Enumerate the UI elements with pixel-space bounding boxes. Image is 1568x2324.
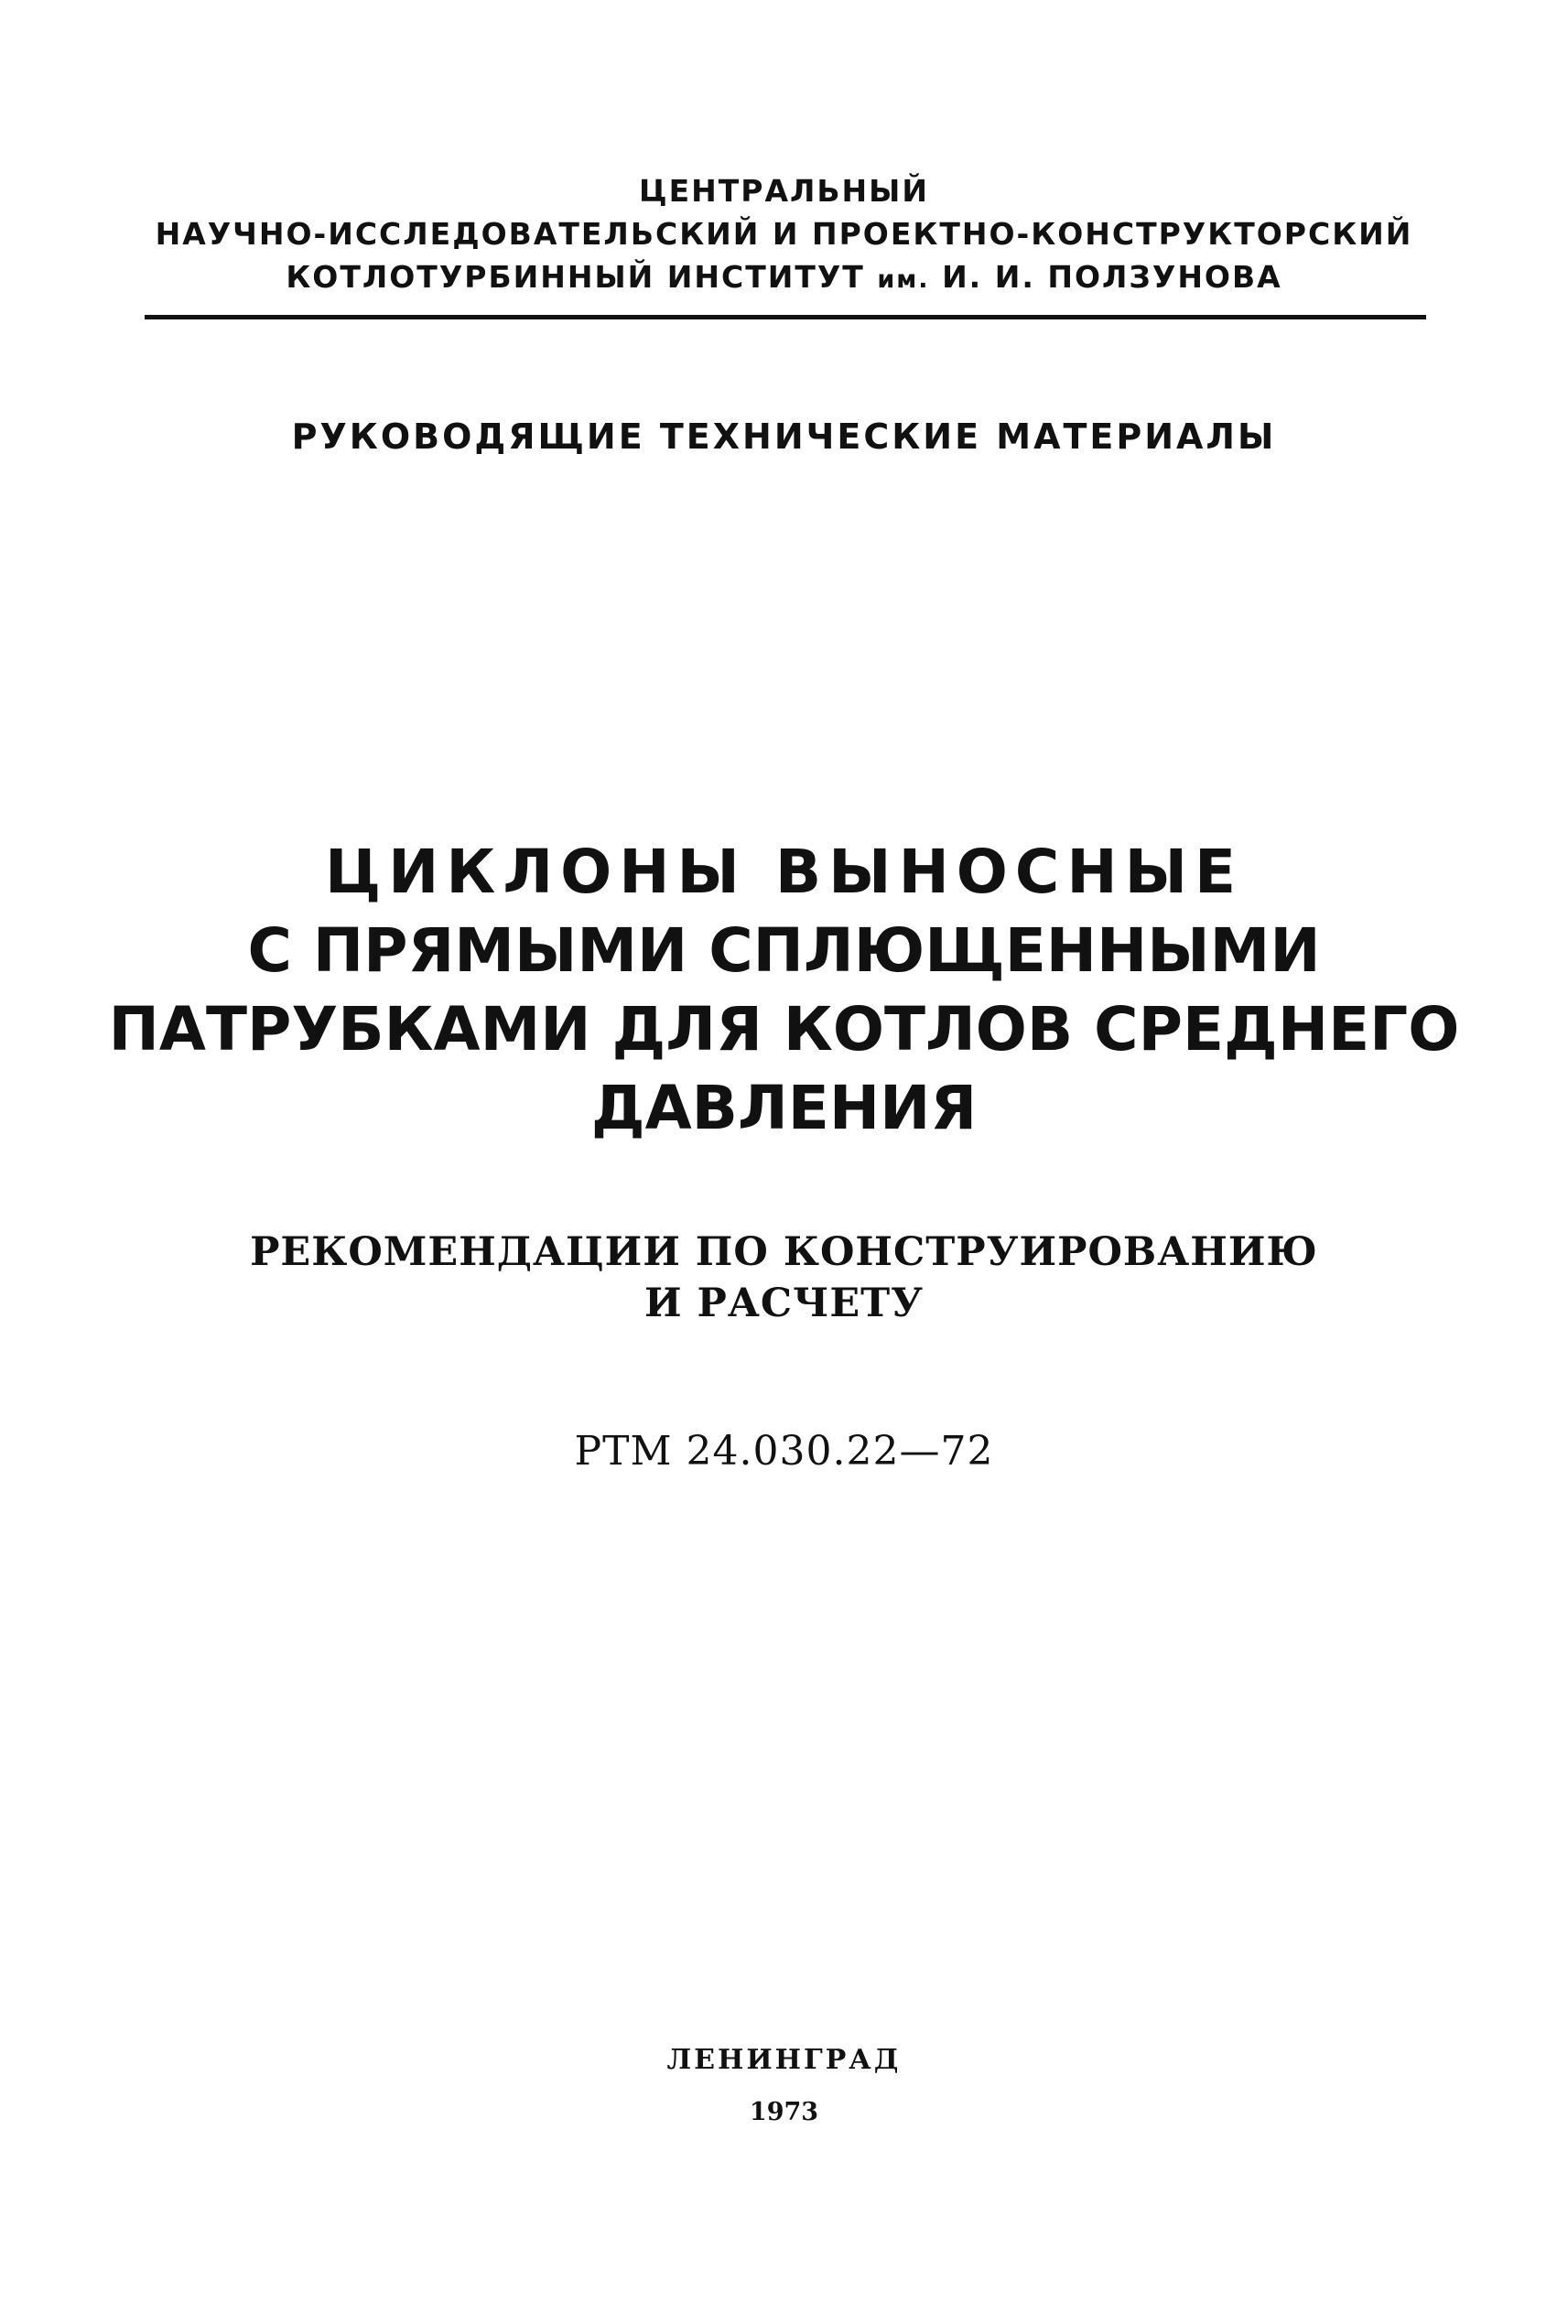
title-line-4: ДАВЛЕНИЯ bbox=[590, 1073, 978, 1143]
imprint-city: ЛЕНИНГРАД bbox=[666, 2044, 902, 2076]
title-line-1: ЦИКЛОНЫ ВЫНОСНЫЕ bbox=[324, 837, 1244, 907]
document-title bbox=[0, 833, 1568, 1148]
subtitle-line-1: РЕКОМЕНДАЦИИ ПО КОНСТРУИРОВАНИЮ bbox=[250, 1229, 1318, 1275]
institute-line-3-start: КОТЛОТУРБИННЫЙ ИНСТИТУТ bbox=[286, 259, 865, 295]
institute-line-2: НАУЧНО-ИССЛЕДОВАТЕЛЬСКИЙ И ПРОЕКТНО-КОНСТРУКТОРСКИЙ bbox=[155, 216, 1413, 252]
institute-line-1: ЦЕНТРАЛЬНЫЙ bbox=[638, 173, 929, 209]
series-title: РУКОВОДЯЩИЕ ТЕХНИЧЕСКИЕ МАТЕРИАЛЫ bbox=[291, 416, 1277, 457]
institute-line-3 bbox=[0, 255, 1568, 301]
institute-line-3-abbrev: им. bbox=[877, 265, 930, 294]
document-designation: РТМ 24.030.22—72 bbox=[574, 1428, 994, 1475]
subtitle-line-2: И РАСЧЕТУ bbox=[643, 1281, 925, 1326]
institute-header bbox=[0, 169, 1568, 301]
imprint-year: 1973 bbox=[749, 2098, 819, 2126]
institute-line-3-end: И. И. ПОЛЗУНОВА bbox=[942, 259, 1282, 295]
title-line-3: ПАТРУБКАМИ ДЛЯ КОТЛОВ СРЕДНЕГО bbox=[108, 994, 1460, 1065]
document-subtitle bbox=[0, 1227, 1568, 1329]
title-line-2: С ПРЯМЫМИ СПЛЮЩЕННЫМИ bbox=[247, 915, 1321, 986]
header-divider bbox=[145, 315, 1426, 319]
